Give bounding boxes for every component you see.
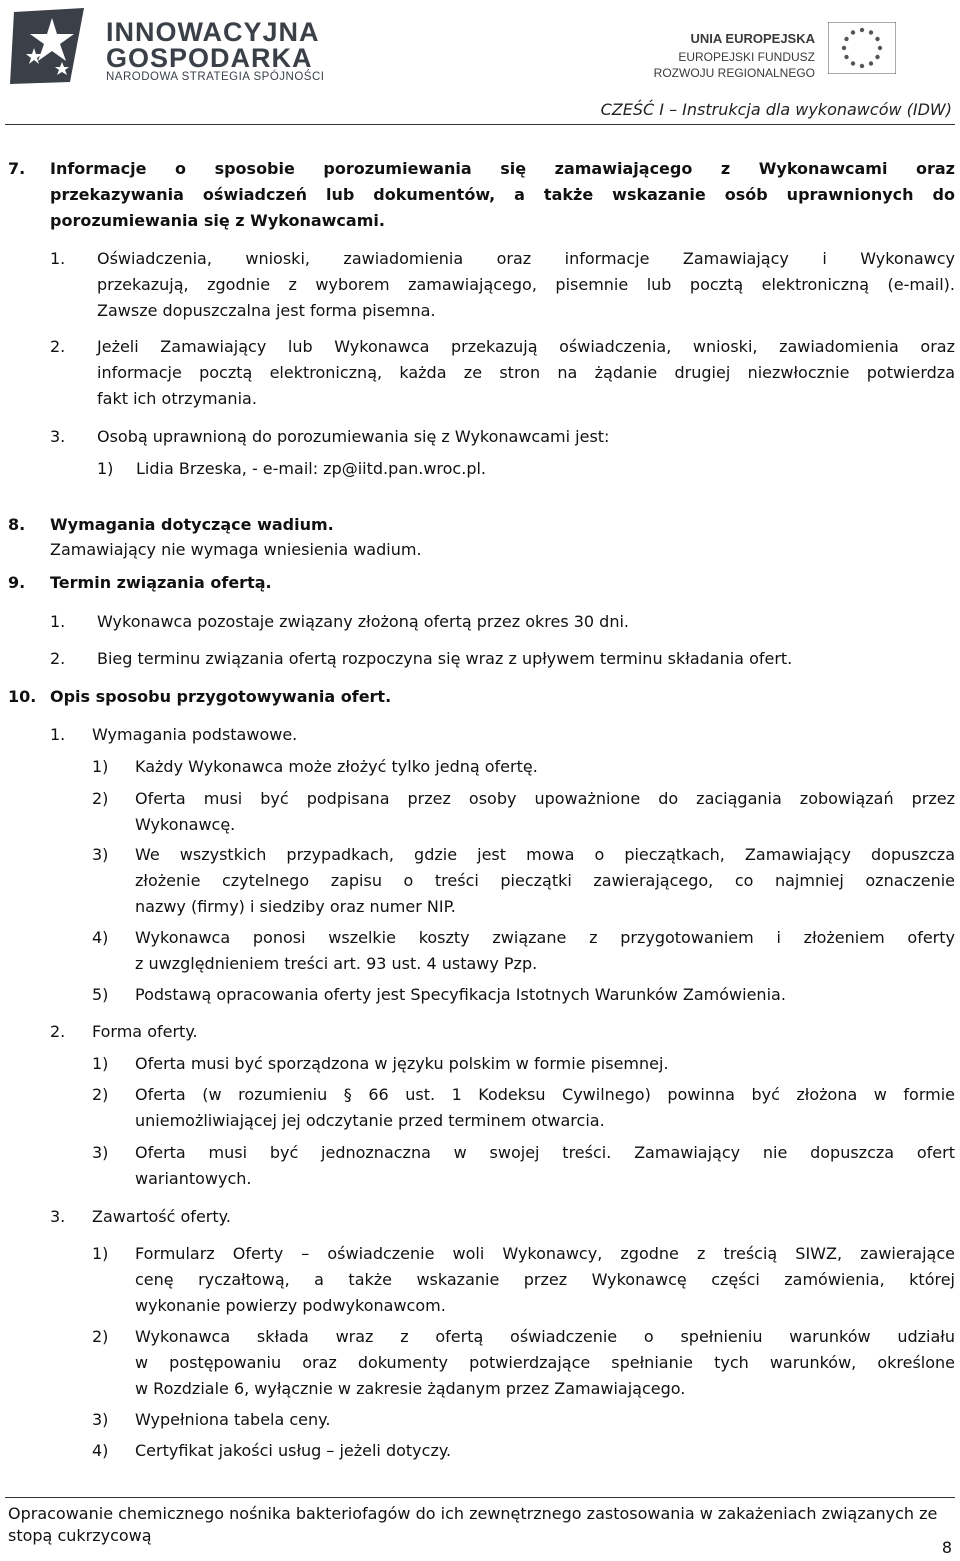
sub1-number: 1.	[50, 725, 66, 744]
footer-line-2: stopą cukrzycową	[8, 1526, 152, 1545]
section-7-heading-line-1: Informacje o sposobie porozumiewania się zamawiającego z Wykonawcami oraz	[50, 159, 955, 178]
sub2-title: Forma oferty.	[92, 1022, 198, 1041]
sub2-item-1-number: 1)	[92, 1054, 109, 1073]
flag-star-logo-icon	[8, 4, 100, 86]
section-9-item-1-text: Wykonawca pozostaje związany złożoną ofertą przez okres 30 dni.	[97, 612, 630, 631]
eu-logo-line-3: ROZWOJU REGIONALNEGO	[653, 66, 815, 80]
section-7-heading-line-3: porozumiewania się z Wykonawcami.	[50, 211, 385, 230]
sub1-item-3-line-2: złożenie czytelnego zapisu o treści pieczątki zawierającego, co najmniej oznaczenie	[135, 871, 955, 890]
section-7-item-3-line-1: Osobą uprawnioną do porozumiewania się z Wykonawcami jest:	[97, 427, 610, 446]
sub3-item-1-line-3: wykonanie powierzy podwykonawcom.	[135, 1296, 446, 1315]
logo-line-3: NARODOWA STRATEGIA SPÓJNOŚCI	[106, 71, 325, 83]
sub1-item-1-number: 1)	[92, 757, 109, 776]
sub2-item-3-line-1: Oferta musi być jednoznaczna w swojej treści. Zamawiający nie dopuszcza ofert	[135, 1143, 955, 1162]
sub3-item-2-line-2: w postępowaniu oraz dokumenty potwierdzające spełnianie tych warunków, określone	[135, 1353, 955, 1372]
logo-innowacyjna-gospodarka	[8, 4, 388, 84]
sub2-item-1-line-1: Oferta musi być sporządzona w języku polskim w formie pisemnej.	[135, 1054, 669, 1073]
eu-logo-line-2: EUROPEJSKI FUNDUSZ	[678, 50, 815, 64]
section-9-item-2-text: Bieg terminu związania ofertą rozpoczyna się wraz z upływem terminu składania ofert.	[97, 649, 793, 668]
logo-line-1: INNOWACYJNA	[106, 17, 320, 47]
sub1-title: Wymagania podstawowe.	[92, 725, 298, 744]
section-8-text: Zamawiający nie wymaga wniesienia wadium.	[50, 540, 422, 559]
section-7-item-3-number: 3.	[50, 427, 66, 446]
sub3-item-3-line-1: Wypełniona tabela ceny.	[135, 1410, 331, 1429]
sub3-item-2-line-1: Wykonawca składa wraz z ofertą oświadczenie o spełnieniu warunków udziału	[135, 1327, 955, 1346]
sub1-item-2-line-1: Oferta musi być podpisana przez osoby upoważnione do zaciągania zobowiązań przez	[135, 789, 955, 808]
sub1-item-3-number: 3)	[92, 845, 109, 864]
sub3-item-3-number: 3)	[92, 1410, 109, 1429]
sub3-title: Zawartość oferty.	[92, 1207, 231, 1226]
sub3-item-1-number: 1)	[92, 1244, 109, 1263]
sub2-item-2-line-2: uniemożliwiającej jej odczytanie przed terminem otwarcia.	[135, 1111, 605, 1130]
sub2-item-3-number: 3)	[92, 1143, 109, 1162]
sub1-item-3-line-1: We wszystkich przypadkach, gdzie jest mowa o pieczątkach, Zamawiający dopuszcza	[135, 845, 955, 864]
sub3-item-2-number: 2)	[92, 1327, 109, 1346]
section-7-item-2-line-2: informacje pocztą elektroniczną, każda ze stron na żądanie drugiej niezwłocznie potwierdza	[97, 363, 955, 382]
contact-person: Lidia Brzeska, - e-mail: zp@iitd.pan.wroc.pl.	[136, 459, 486, 478]
sub1-item-1-line-1: Każdy Wykonawca może złożyć tylko jedną ofertę.	[135, 757, 538, 776]
sub2-item-2-number: 2)	[92, 1085, 109, 1104]
part-title: CZEŚĆ I – Instrukcja dla wykonawców (IDW)	[600, 100, 952, 119]
sub1-item-5-line-1: Podstawą opracowania oferty jest Specyfikacja Istotnych Warunków Zamówienia.	[135, 985, 786, 1004]
sub3-item-4-line-1: Certyfikat jakości usług – jeżeli dotyczy.	[135, 1441, 452, 1460]
section-9-item-2-number: 2.	[50, 649, 66, 668]
section-7-item-1-line-1: Oświadczenia, wnioski, zawiadomienia oraz informacje Zamawiający i Wykonawcy	[97, 249, 955, 268]
section-7-item-1-line-2: przekazują, zgodnie z wyborem zamawiającego, pisemnie lub pocztą elektroniczną (e-mail).	[97, 275, 955, 294]
section-8-number: 8.	[8, 515, 26, 534]
section-8-heading: Wymagania dotyczące wadium.	[50, 515, 334, 534]
section-9-heading: Termin związania ofertą.	[50, 573, 272, 592]
contact-number: 1)	[97, 459, 114, 478]
eu-logo-line-1: UNIA EUROPEJSKA	[690, 31, 815, 46]
section-9-number: 9.	[8, 573, 26, 592]
sub1-item-2-number: 2)	[92, 789, 109, 808]
logo-unia-europejska	[640, 22, 952, 82]
sub1-item-2-line-2: Wykonawcę.	[135, 815, 236, 834]
section-9-item-1-number: 1.	[50, 612, 66, 631]
section-7-item-1-line-3: Zawsze dopuszczalna jest forma pisemna.	[97, 301, 436, 320]
footer-line-1: Opracowanie chemicznego nośnika bakteriofagów do ich zewnętrznego zastosowania w zakażeniach związanych ze	[8, 1504, 938, 1523]
sub3-item-1-line-1: Formularz Oferty – oświadczenie woli Wykonawcy, zgodne z treścią SIWZ, zawierające	[135, 1244, 955, 1263]
section-7-item-2-line-1: Jeżeli Zamawiający lub Wykonawca przekazują oświadczenia, wnioski, zawiadomienia oraz	[97, 337, 955, 356]
sub1-item-4-line-2: z uwzględnieniem treści art. 93 ust. 4 ustawy Pzp.	[135, 954, 538, 973]
sub1-item-4-line-1: Wykonawca ponosi wszelkie koszty związane z przygotowaniem i złożeniem oferty	[135, 928, 955, 947]
sub3-number: 3.	[50, 1207, 66, 1226]
sub2-item-3-line-2: wariantowych.	[135, 1169, 252, 1188]
eu-flag-icon	[828, 22, 896, 74]
section-7-item-2-number: 2.	[50, 337, 66, 356]
sub1-item-4-number: 4)	[92, 928, 109, 947]
section-7-item-2-line-3: fakt ich otrzymania.	[97, 389, 257, 408]
section-7-number: 7.	[8, 159, 26, 178]
sub3-item-4-number: 4)	[92, 1441, 109, 1460]
section-7-heading-line-2: przekazywania oświadczeń lub dokumentów, a także wskazanie osób uprawnionych do	[50, 185, 955, 204]
footer-divider	[5, 1497, 955, 1498]
sub2-item-2-line-1: Oferta (w rozumieniu § 66 ust. 1 Kodeksu Cywilnego) powinna być złożona w formie	[135, 1085, 955, 1104]
sub1-item-3-line-3: nazwy (firmy) i siedziby oraz numer NIP.	[135, 897, 456, 916]
section-10-number: 10.	[8, 687, 37, 706]
header-divider	[5, 124, 955, 125]
sub2-number: 2.	[50, 1022, 66, 1041]
page-number: 8	[941, 1538, 952, 1557]
section-7-item-1-number: 1.	[50, 249, 66, 268]
sub1-item-5-number: 5)	[92, 985, 109, 1004]
sub3-item-1-line-2: cenę ryczałtową, a także wskazanie przez Wykonawcę części zamówienia, której	[135, 1270, 955, 1289]
section-10-heading: Opis sposobu przygotowywania ofert.	[50, 687, 392, 706]
logo-line-2: GOSPODARKA	[106, 43, 313, 73]
sub3-item-2-line-3: w Rozdziale 6, wyłącznie w zakresie żądanym przez Zamawiającego.	[135, 1379, 686, 1398]
